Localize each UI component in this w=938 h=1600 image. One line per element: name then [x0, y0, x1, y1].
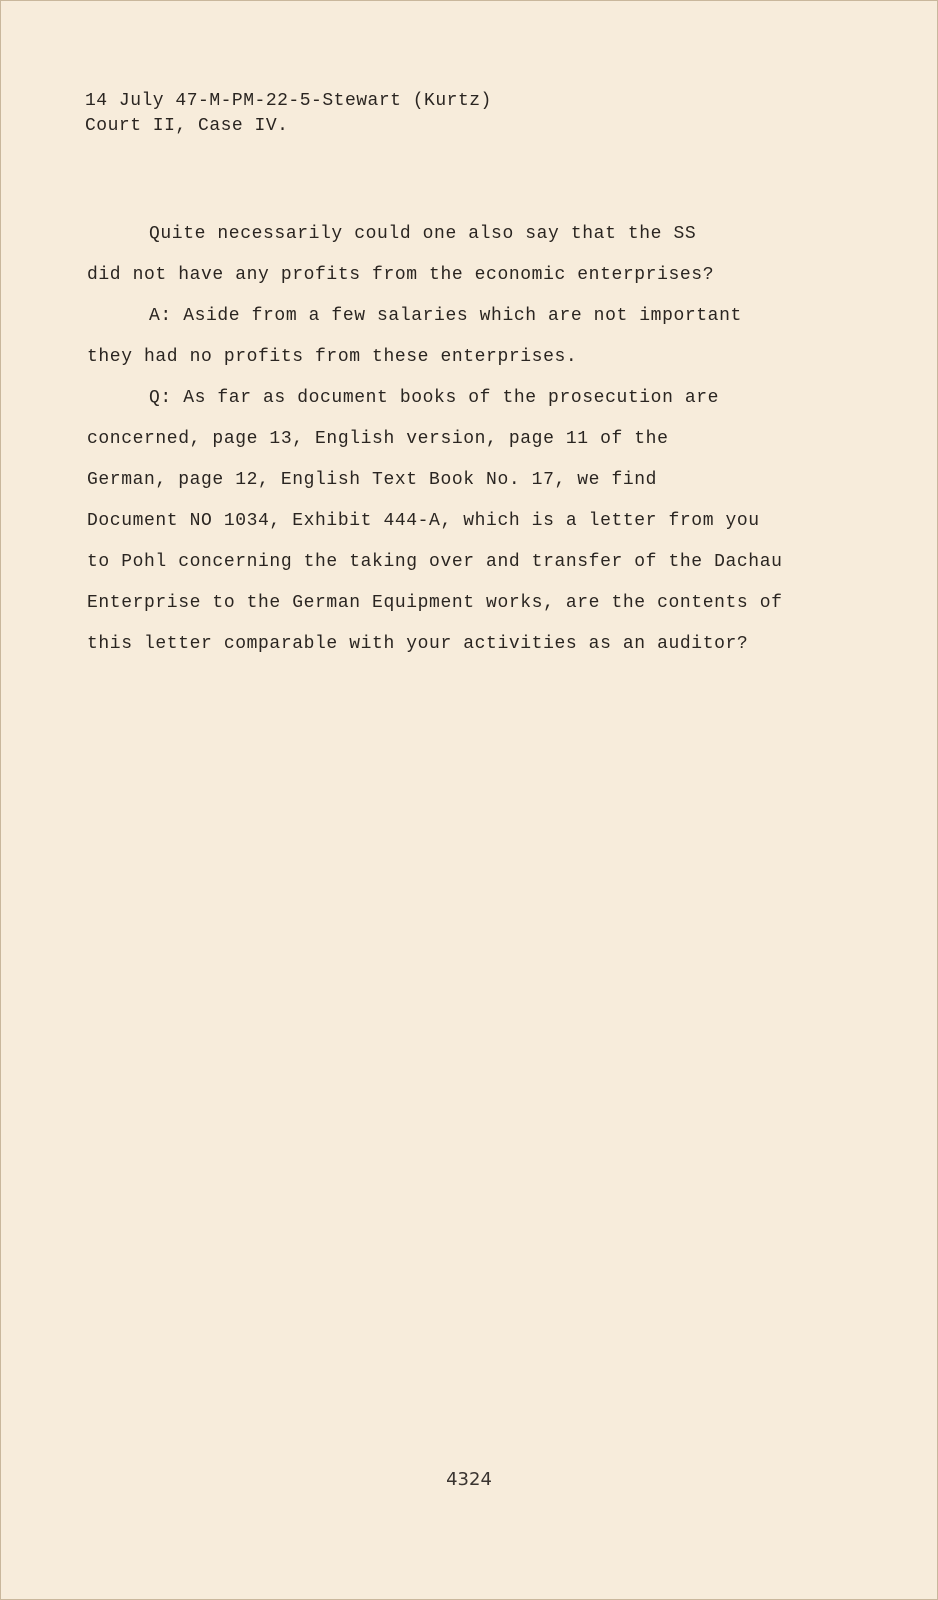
transcript-question: Q: As far as document books of the prosecution are [149, 388, 720, 408]
header-line-court-case: Court II, Case IV. [85, 116, 289, 136]
transcript-line: to Pohl concerning the taking over and transfer of the Dachau [87, 552, 783, 572]
transcript-line: this letter comparable with your activities as an auditor? [87, 634, 749, 654]
page-number: 4324 [446, 1469, 492, 1490]
document-header [85, 89, 492, 139]
transcript-line: concerned, page 13, English version, page 11 of the [87, 429, 669, 449]
transcript-line: did not have any profits from the economic enterprises? [87, 265, 715, 285]
transcript-line: Document NO 1034, Exhibit 444-A, which is a letter from you [87, 511, 760, 531]
transcript-body [87, 214, 867, 665]
transcript-line: Quite necessarily could one also say that the SS [149, 224, 697, 244]
transcript-line: German, page 12, English Text Book No. 17, we find [87, 470, 658, 490]
transcript-line: Enterprise to the German Equipment works, are the contents of [87, 593, 783, 613]
transcript-answer: A: Aside from a few salaries which are not important [149, 306, 742, 326]
header-line-date-session: 14 July 47-M-PM-22-5-Stewart (Kurtz) [85, 91, 492, 111]
transcript-line: they had no profits from these enterprises. [87, 347, 578, 367]
